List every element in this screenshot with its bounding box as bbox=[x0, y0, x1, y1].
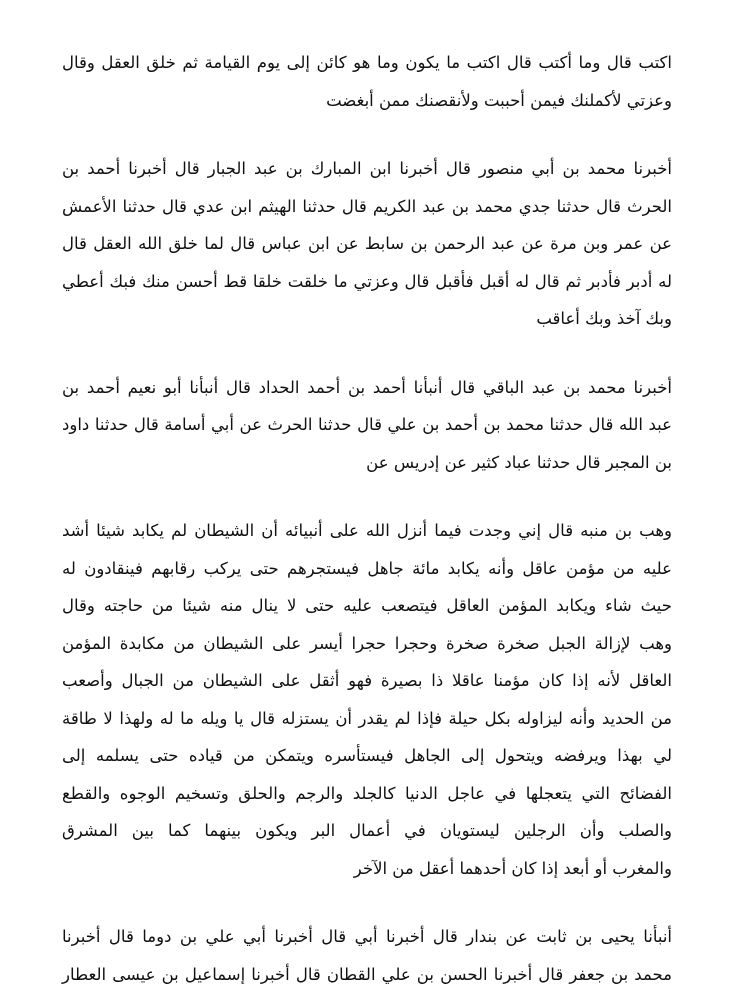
text-line: وبك آخذ وبك أعاقب bbox=[536, 309, 672, 328]
text-line: من الحديد وأنه ليزاوله بكل حيلة فإذا لم يقدر أن يستزله قال يا ويله ما له ولهذا لا طاقة bbox=[62, 708, 672, 728]
paragraph-4 bbox=[62, 512, 672, 887]
paragraph-2 bbox=[62, 150, 672, 338]
text-line: أنبأنا يحيى بن ثابت عن بندار قال أخبرنا أبي قال أخبرنا أبي علي بن دوما قال أخبرنا bbox=[62, 927, 672, 946]
text-line: محمد بن جعفر قال أخبرنا الحسن بن علي القطان قال أخبرنا إسماعيل بن عيسى العطار bbox=[62, 964, 672, 984]
text-line: وهب بن منبه قال إني وجدت فيما أنزل الله على أنبيائه أن الشيطان لم يكابد شيئا أشد bbox=[62, 521, 672, 540]
text-line: لي بهذا ويرفضه ويتحول إلى الجاهل فيستأسره ويتمكن من قياده حتى يسلمه إلى bbox=[62, 746, 672, 765]
text-line: وهب لإزالة الجبل صخرة صخرة وحجرا حجرا أيسر على الشيطان من مكابدة المؤمن bbox=[62, 633, 672, 653]
text-line: الحرث قال حدثنا جدي محمد بن عبد الكريم قال حدثنا الهيثم ابن عدي قال حدثنا الأعمش bbox=[62, 196, 672, 216]
paragraph-5 bbox=[62, 918, 672, 993]
text-line: أخبرنا محمد بن أبي منصور قال أخبرنا ابن المبارك بن عبد الجبار قال أخبرنا أحمد بن bbox=[62, 159, 672, 178]
text-line: عن عمر وبن مرة عن عبد الرحمن بن سابط عن ابن عباس قال لما خلق الله العقل قال bbox=[62, 234, 672, 253]
text-line: له أدبر فأدبر ثم قال له أقبل فأقبل قال وعزتي ما خلقت خلقا قط أحسن منك فبك أعطي bbox=[62, 271, 672, 291]
text-line: عليه من مؤمن عاقل وأنه يكابد مائة جاهل فيستجرهم حتى يركب رقابهم فينقادون له bbox=[62, 558, 672, 578]
text-line: والصلب وأن الرجلين ليستويان في أعمال البر ويكون بينهما كما بين المشرق bbox=[62, 821, 672, 840]
text-line: الفضائح التي يتعجلها في عاجل الدنيا كالجلد والرجم والحلق وتسخيم الوجوه والقطع bbox=[62, 783, 672, 803]
text-line: العاقل لأنه إذا كان مؤمنا عاقلا ذا بصيرة فهو أثقل على الشيطان من الجبال وأصعب bbox=[62, 671, 672, 690]
text-line: والمغرب أو أبعد إذا كان أحدهما أعقل من الآخر bbox=[353, 858, 672, 878]
paragraph-1 bbox=[62, 44, 672, 119]
text-line: اكتب قال وما أكتب قال اكتب ما يكون وما هو كائن إلى يوم القيامة ثم خلق العقل وقال bbox=[62, 53, 672, 72]
text-line: وعزتي لأكملنك فيمن أحببت ولأنقصنك ممن أبغضت bbox=[326, 90, 672, 110]
text-line: أخبرنا محمد بن عبد الباقي قال أنبأنا أحمد بن أحمد الحداد قال أنبأنا أبو نعيم أحمد بن bbox=[62, 377, 672, 397]
text-line: عبد الله قال حدثنا محمد بن أحمد بن علي قال حدثنا الحرث عن أبي أسامة قال حدثنا داود bbox=[62, 415, 672, 434]
text-line: حيث شاء ويكابد المؤمن العاقل فيتصعب عليه حتى لا ينال منه شيئا من حاجته وقال bbox=[62, 596, 672, 615]
text-line: بن المجبر قال حدثنا عباد كثير عن إدريس عن bbox=[366, 452, 672, 472]
paragraph-3 bbox=[62, 369, 672, 482]
